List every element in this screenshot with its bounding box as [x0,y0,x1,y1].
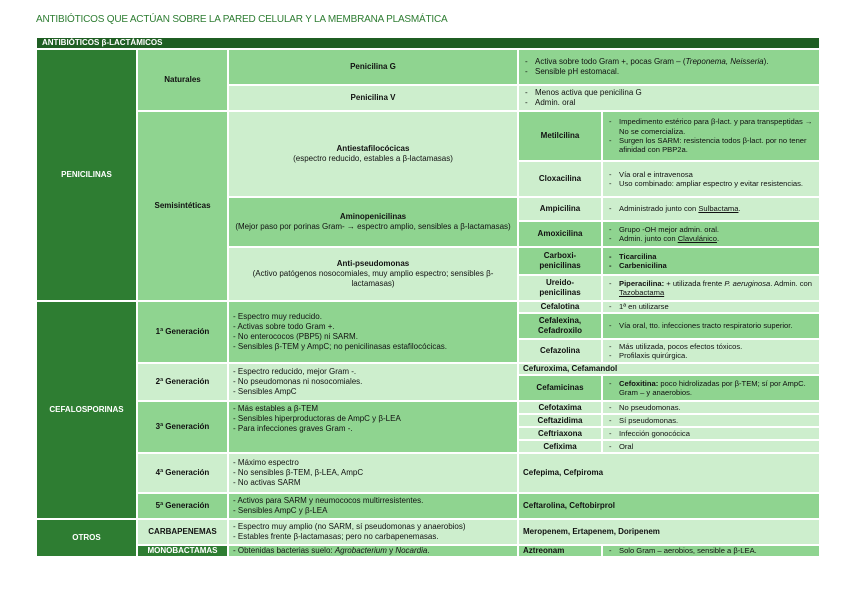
penicilina-g-notes: - Activa sobre todo Gram +, pocas Gram – (Treponema, Neisseria). - Sensible pH estomacal. [518,49,820,85]
g1-label: 1ª Generación [137,301,228,363]
antipseudomonas-desc: (Activo patógenos nosocomiales, muy amplio espectro; sensibles β-lactamasas) [252,269,494,288]
ampicilina-notes: - Administrado junto con Sulbactama. [602,197,820,221]
carbapenemas-label: CARBAPENEMAS [137,519,228,545]
penicilina-g-name: Penicilina G [228,49,518,85]
amoxicilina-name: Amoxicilina [518,221,602,247]
g2-notes: - Espectro reducido, mejor Gram -. - No pseudomonas ni nosocomiales. - Sensibles AmpC [228,363,518,401]
aminopenicilinas-name: Aminopenicilinas [339,212,407,221]
g3-notes: - Más estables a β-TEM - Sensibles hiperproductoras de AmpC y β-LEA - Para infecciones graves Gram -. [228,401,518,453]
cefotaxima-notes: - No pseudomonas. [602,401,820,414]
antiestafilococicas-name: Antiestafilocócicas [336,144,410,153]
cefamicinas-name: Cefamicinas [518,375,602,401]
cloxacilina-name: Cloxacilina [518,161,602,197]
ceftriaxona-name: Ceftriaxona [518,427,602,440]
penicilinas-group: PENICILINAS [36,49,137,301]
carbapenemas-drugs: Meropenem, Ertapenem, Doripenem [518,519,820,545]
cefixima-name: Cefixima [518,440,602,453]
antiestafilococicas-desc: (espectro reducido, estables a β-lactamasas) [293,154,453,163]
ampicilina-name: Ampicilina [518,197,602,221]
g5-label: 5ª Generación [137,493,228,519]
antipseudomonas-cell [228,247,518,301]
carbapenemas-notes: - Espectro muy amplio (no SARM, sí pseudomonas y anaerobios) - Estables frente β-lactamasas; pero no carbapenemasas. [228,519,518,545]
cefuroxima-cell: Cefuroxima, Cefamandol [518,363,820,375]
cefazolina-name: Cefazolina [518,339,602,363]
aminopenicilinas-cell [228,197,518,247]
ceftazidima-name: Ceftazidima [518,414,602,427]
g4-label: 4ª Generación [137,453,228,493]
aztreonam-name: Aztreonam [518,545,602,557]
table-header: ANTIBIÓTICOS β-LACTÁMICOS [36,37,820,49]
ceftriaxona-notes: - Infección gonocócica [602,427,820,440]
metilcilina-notes: - Impedimento estérico para β-lact. y para transpeptidas → No se comercializa. - Surgen los SARM: resistencia todos β-lact. por no tener afinidad con PBP2a. [602,111,820,161]
document-title: ANTIBIÓTICOS QUE ACTÚAN SOBRE LA PARED CELULAR Y LA MEMBRANA PLASMÁTICA [36,14,448,25]
ceftazidima-notes: - Sí pseudomonas. [602,414,820,427]
g3-label: 3ª Generación [137,401,228,453]
g1-notes: - Espectro muy reducido. - Activas sobre todo Gram +. - No enterococos (PBP5) ni SARM. - Sensibles β-TEM y AmpC; no penicilinasas estafilocócicas. [228,301,518,363]
amoxicilina-notes: - Grupo -OH mejor admin. oral. - Admin. junto con Clavulánico. [602,221,820,247]
cefazolina-notes: - Más utilizada, pocos efectos tóxicos. - Profilaxis quirúrgica. [602,339,820,363]
monobactamas-notes: - Obtenidas bacterias suelo: Agrobacterium y Nocardia. [228,545,518,557]
cefalotina-notes: - 1ª en utilizarse [602,301,820,313]
antiestafilococicas-cell [228,111,518,197]
monobactamas-label: MONOBACTAMAS [137,545,228,557]
cefalosporinas-group: CEFALOSPORINAS [36,301,137,519]
penicilina-v-notes: - Menos activa que penicilina G - Admin. oral [518,85,820,111]
g2-label: 2ª Generación [137,363,228,401]
cefalexina-notes: - Vía oral, tto. infecciones tracto respiratorio superior. [602,313,820,339]
naturales-label: Naturales [137,49,228,111]
cefotaxima-name: Cefotaxima [518,401,602,414]
antipseudomonas-name: Anti-pseudomonas [336,259,410,268]
aminopenicilinas-desc: (Mejor paso por porinas Gram- → espectro amplio, sensibles a β-lactamasas) [235,222,511,231]
g4-drugs: Cefepima, Cefpiroma [518,453,820,493]
g4-notes: - Máximo espectro - No sensibles β-TEM, β-LEA, AmpC - No activas SARM [228,453,518,493]
carboxipenicilinas-notes: - Ticarcilina - Carbenicilina [602,247,820,275]
semisinteticas-label: Semisintéticas [137,111,228,301]
cefalexina-name: Cefalexina, Cefadroxilo [518,313,602,339]
ureidopenicilinas-name: Ureido-penicilinas [518,275,602,301]
penicilina-v-name: Penicilina V [228,85,518,111]
carboxipenicilinas-name: Carboxi-penicilinas [518,247,602,275]
g5-notes: - Activos para SARM y neumococos multirresistentes. - Sensibles AmpC y β-LEA [228,493,518,519]
ureidopenicilinas-notes: - Piperacilina: + utilizada frente P. aeruginosa. Admin. con Tazobactama [602,275,820,301]
cloxacilina-notes: - Vía oral e intravenosa - Uso combinado: ampliar espectro y evitar resistencias. [602,161,820,197]
cefixima-notes: - Oral [602,440,820,453]
otros-group: OTROS [36,519,137,557]
g5-drugs: Ceftarolina, Ceftobirprol [518,493,820,519]
aztreonam-notes: - Solo Gram – aerobios, sensible a β-LEA. [602,545,820,557]
metilcilina-name: Metilcilina [518,111,602,161]
cefalotina-name: Cefalotina [518,301,602,313]
cefamicinas-notes: - Cefoxitina: poco hidrolizadas por β-TEM; sí por AmpC. Gram – y anaerobios. [602,375,820,401]
